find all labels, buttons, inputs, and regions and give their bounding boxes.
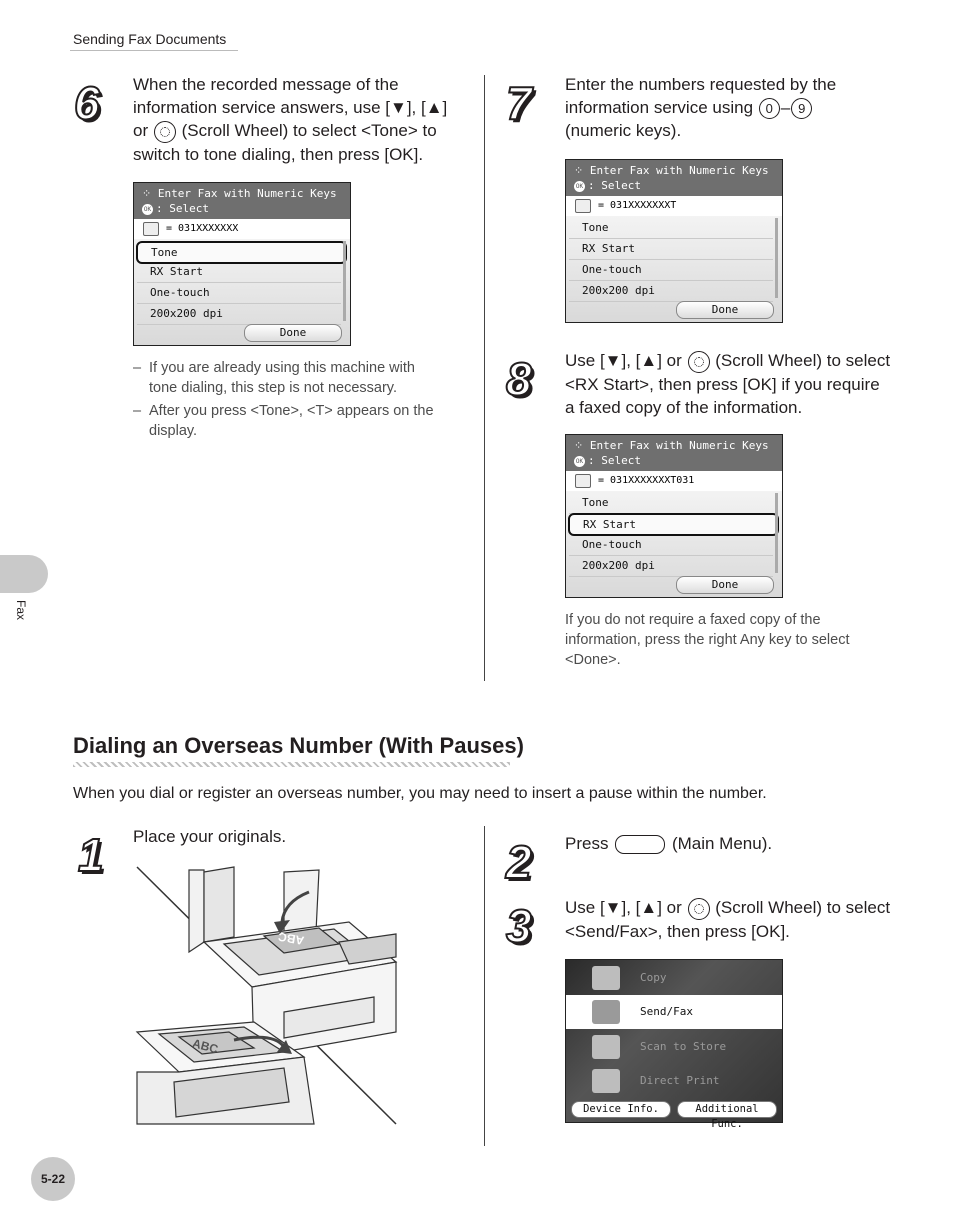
lcd-screen-step-7: ⁘ Enter Fax with Numeric Keys OK : Select = 031XXXXXXXT Tone RX Start One-touch 200x200 dpi Done (565, 159, 783, 323)
step-6-text: When the recorded message of the information service answers, use [▼], [▲] or (Scroll Wheel) to select <Tone> to switch to tone dialing, then press [OK]. (133, 75, 448, 164)
chapter-tab-label: Fax (14, 600, 28, 621)
lcd-item-tone[interactable]: Tone (136, 241, 347, 264)
lcd-item-one-touch[interactable]: One-touch (569, 535, 773, 556)
lcd-item-rx-start[interactable]: RX Start (569, 239, 773, 260)
lcd-scrollbar[interactable] (775, 218, 778, 298)
lcd-scrollbar[interactable] (343, 241, 346, 321)
fax-icon (143, 222, 159, 236)
step-2-number: 2 (506, 836, 532, 888)
step-1-text: Place your originals. (133, 827, 287, 846)
page-number: 5-22 (31, 1157, 75, 1201)
lcd-item-one-touch[interactable]: One-touch (569, 260, 773, 281)
step-6-number: 6 (74, 77, 100, 129)
lcd-item-tone[interactable]: Tone (569, 218, 773, 239)
step-8-number: 8 (506, 353, 532, 405)
document-label-upper: ABC (277, 929, 306, 948)
section-title: Dialing an Overseas Number (With Pauses) (73, 733, 524, 758)
originals-illustration (134, 862, 400, 1128)
keypad-icon: ⁘ (574, 439, 584, 452)
number-display: = 031XXXXXXX (166, 223, 239, 234)
lcd-item-tone[interactable]: Tone (569, 493, 773, 514)
step-8-text: Use [▼], [▲] or (Scroll Wheel) to select <RX Start>, then press [OK] if you require a faxed copy of the information. (565, 351, 891, 417)
step-3-number: 3 (506, 900, 532, 952)
keypad-icon: ⁘ (574, 164, 584, 177)
step-2-text: Press (Main Menu). (565, 834, 773, 853)
lcd-scrollbar[interactable] (775, 493, 778, 573)
ok-icon: OK (575, 457, 584, 465)
lcd-screen-step-8: ⁘ Enter Fax with Numeric Keys OK : Select = 031XXXXXXXT031 Tone RX Start One-touch 200x200 dpi Done (565, 434, 783, 598)
send-fax-icon (592, 1000, 620, 1024)
usb-memory-icon (592, 1069, 620, 1093)
step-1-number: 1 (78, 829, 104, 881)
numeric-key-9-icon: 9 (791, 98, 812, 119)
section-title-underline (73, 762, 510, 767)
running-header: Sending Fax Documents (73, 31, 227, 47)
fax-icon (575, 199, 591, 213)
menu-item-scan-to-store[interactable]: Scan to Store (566, 1030, 782, 1064)
lcd-item-resolution[interactable]: 200x200 dpi (137, 304, 341, 325)
copy-icon (592, 966, 620, 990)
scroll-wheel-icon (688, 898, 710, 920)
number-display: = 031XXXXXXXT (598, 200, 677, 211)
header-rule (70, 50, 238, 51)
keypad-icon: ⁘ (142, 187, 152, 200)
step-7-text: Enter the numbers requested by the information service using 0 – 9 (numeric keys). (565, 75, 837, 141)
step-6-note-1: – If you are already using this machine with tone dialing, this step is not necessary. (133, 360, 415, 396)
column-divider-bottom (484, 826, 485, 1146)
step-3-text: Use [▼], [▲] or (Scroll Wheel) to select <Send/Fax>, then press [OK]. (565, 898, 891, 941)
main-menu-screen (565, 959, 783, 1130)
lcd-item-resolution[interactable]: 200x200 dpi (569, 281, 773, 302)
numeric-key-0-icon: 0 (759, 98, 780, 119)
section-intro: When you dial or register an overseas number, you may need to insert a pause within the number. (73, 785, 767, 802)
step-7-number: 7 (506, 77, 532, 129)
fax-icon (575, 474, 591, 488)
lcd-item-one-touch[interactable]: One-touch (137, 283, 341, 304)
device-info-button[interactable]: Device Info. (571, 1101, 671, 1118)
lcd-item-rx-start[interactable]: RX Start (137, 262, 341, 283)
lcd-screen-step-6: ⁘ Enter Fax with Numeric Keys OK : Select = 031XXXXXXX Tone RX Start One-touch 200x200 dpi Done (133, 182, 351, 346)
step-6-note-2: – After you press <Tone>, <T> appears on the display. (133, 403, 434, 439)
ok-icon: OK (575, 182, 584, 190)
menu-item-copy[interactable]: Copy (566, 961, 782, 995)
document-label-lower: ABC (190, 1036, 220, 1057)
lcd-item-resolution[interactable]: 200x200 dpi (569, 556, 773, 577)
additional-func-button[interactable]: Additional Func. (677, 1101, 777, 1118)
lcd-item-rx-start[interactable]: RX Start (568, 513, 779, 536)
number-display: = 031XXXXXXXT031 (598, 475, 695, 486)
done-button[interactable]: Done (676, 576, 774, 594)
ok-icon: OK (143, 205, 152, 213)
menu-item-direct-print[interactable]: Direct Print (566, 1064, 782, 1098)
menu-item-send-fax[interactable]: Send/Fax (566, 995, 782, 1029)
scroll-wheel-icon (688, 351, 710, 373)
done-button[interactable]: Done (244, 324, 342, 342)
scanner-icon (592, 1035, 620, 1059)
done-button[interactable]: Done (676, 301, 774, 319)
chapter-tab (0, 555, 48, 593)
step-8-note: If you do not require a faxed copy of the information, press the right Any key to select <Done>. (565, 612, 850, 668)
scroll-wheel-icon (154, 121, 176, 143)
main-menu-key-icon (615, 835, 665, 854)
